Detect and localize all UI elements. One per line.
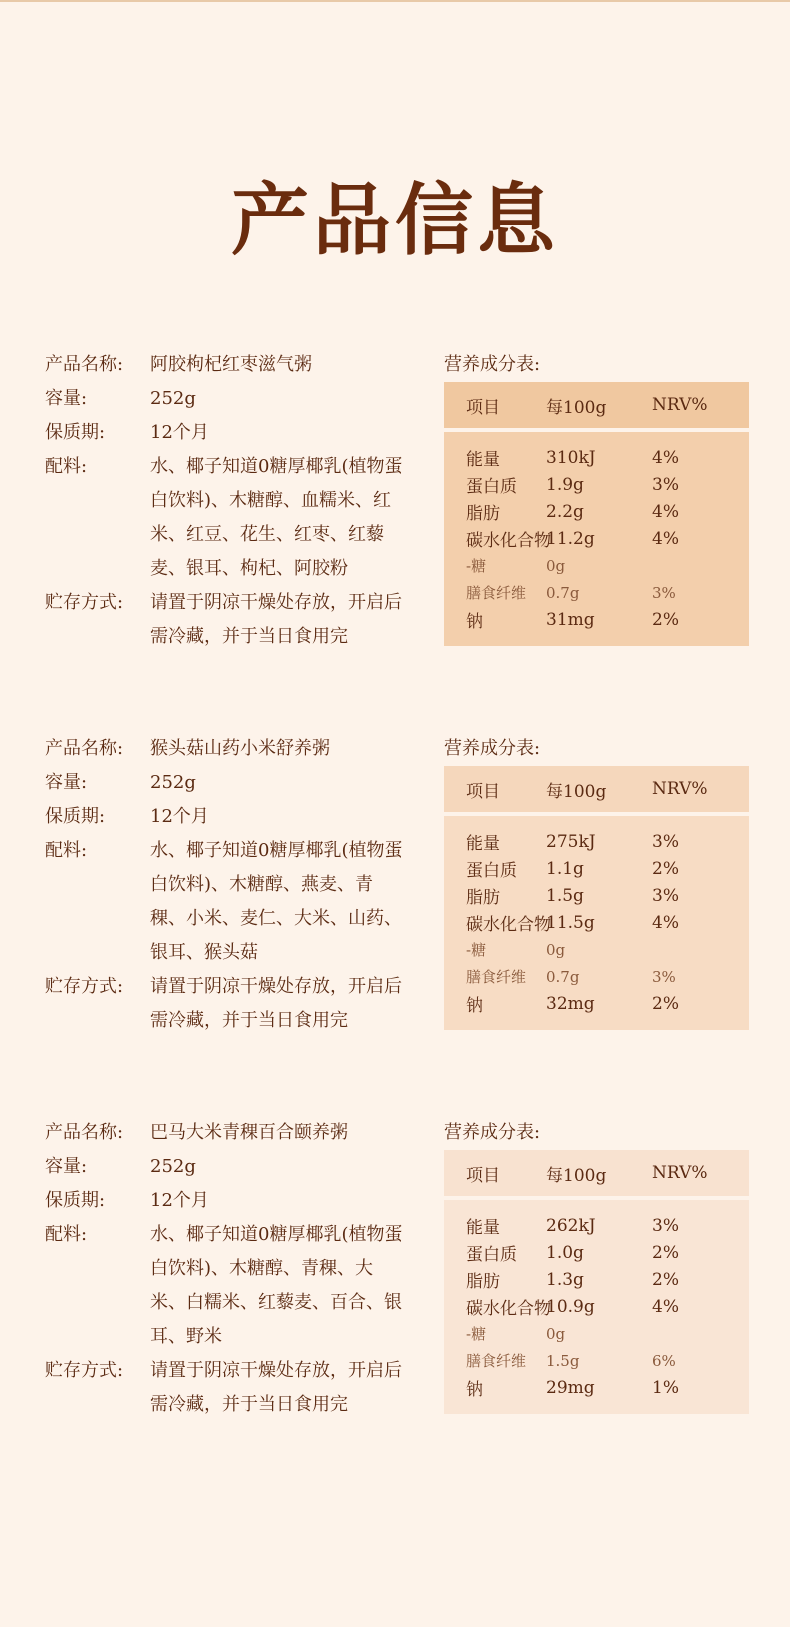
nutrient-name: 钠	[466, 612, 483, 632]
nutrient-name: 膳食纤维	[466, 584, 527, 602]
nutrient-nrv: 4%	[652, 912, 679, 933]
name-label: 产品名称:	[45, 1122, 124, 1143]
capacity-label: 容量:	[45, 772, 88, 793]
nutrition-table-body	[444, 432, 749, 646]
name-row	[45, 348, 415, 382]
ingredients-row	[45, 1218, 415, 1354]
nutrient-name: 脂肪	[466, 1272, 500, 1292]
ingredients-label: 配料:	[45, 456, 88, 477]
nutrient-amount: 275kJ	[546, 831, 596, 852]
page-title: 产品信息	[230, 176, 559, 266]
table-row	[444, 1212, 749, 1239]
nutrition-table-header	[444, 766, 749, 816]
shelf-life-label: 保质期:	[45, 422, 106, 443]
table-row	[444, 1293, 749, 1320]
table-row	[444, 1374, 749, 1401]
capacity-row	[45, 766, 415, 800]
product-card	[0, 732, 790, 1062]
product-name: 巴马大米青稞百合颐养粥	[150, 1122, 348, 1143]
capacity-value: 252g	[150, 772, 196, 793]
capacity-value: 252g	[150, 388, 196, 409]
nutrient-name: -糖	[466, 1325, 487, 1343]
storage-row	[45, 1354, 415, 1422]
shelf-life-row	[45, 1184, 415, 1218]
nutrient-name: -糖	[466, 941, 487, 959]
nutrient-nrv: 2%	[652, 1242, 679, 1263]
nutrient-amount: 11.5g	[546, 912, 595, 933]
capacity-value: 252g	[150, 1156, 196, 1177]
product-name: 猴头菇山药小米舒养粥	[150, 738, 330, 759]
nutrition-panel	[444, 732, 749, 1030]
nutrient-amount: 0g	[546, 556, 566, 575]
nutrient-name: 蛋白质	[466, 861, 517, 881]
col-item-header: 项目	[466, 1165, 500, 1186]
nutrient-nrv: 6%	[652, 1351, 676, 1370]
product-info	[45, 732, 415, 1038]
shelf-life-row	[45, 800, 415, 834]
nutrient-amount: 1.5g	[546, 1351, 580, 1370]
table-row	[444, 579, 749, 606]
col-nrv-header: NRV%	[652, 1163, 708, 1183]
table-row	[444, 1266, 749, 1293]
ingredients-label: 配料:	[45, 840, 88, 861]
nutrient-amount: 1.0g	[546, 1242, 584, 1263]
nutrient-amount: 31mg	[546, 609, 595, 630]
nutrient-amount: 1.3g	[546, 1269, 584, 1290]
nutrient-name: -糖	[466, 557, 487, 575]
nutrition-title: 营养成分表:	[444, 354, 541, 375]
col-item-header: 项目	[466, 781, 500, 802]
nutrient-amount: 1.1g	[546, 858, 584, 879]
nutrition-title: 营养成分表:	[444, 738, 541, 759]
name-label: 产品名称:	[45, 738, 124, 759]
nutrient-nrv: 3%	[652, 583, 676, 602]
storage-label: 贮存方式:	[45, 976, 124, 997]
shelf-life-label: 保质期:	[45, 1190, 106, 1211]
nutrient-nrv: 4%	[652, 1296, 679, 1317]
nutrient-amount: 1.5g	[546, 885, 584, 906]
capacity-row	[45, 382, 415, 416]
nutrient-amount: 11.2g	[546, 528, 595, 549]
nutrient-amount: 29mg	[546, 1377, 595, 1398]
nutrient-name: 碳水化合物	[466, 915, 551, 935]
nutrition-table-header	[444, 1150, 749, 1200]
nutrient-nrv: 3%	[652, 474, 679, 495]
nutrient-amount: 0.7g	[546, 583, 580, 602]
nutrient-amount: 0g	[546, 940, 566, 959]
table-row	[444, 606, 749, 633]
nutrient-amount: 32mg	[546, 993, 595, 1014]
col-per100g-header: 每100g	[546, 397, 607, 418]
nutrient-name: 能量	[466, 834, 500, 854]
shelf-life-value: 12个月	[150, 422, 209, 443]
nutrient-nrv: 4%	[652, 528, 679, 549]
name-label: 产品名称:	[45, 354, 124, 375]
nutrient-nrv: 4%	[652, 447, 679, 468]
nutrition-panel	[444, 348, 749, 646]
col-item-header: 项目	[466, 397, 500, 418]
product-name: 阿胶枸杞红枣滋气粥	[150, 354, 312, 375]
nutrient-name: 钠	[466, 996, 483, 1016]
product-card	[0, 348, 790, 678]
shelf-life-value: 12个月	[150, 1190, 209, 1211]
shelf-life-value: 12个月	[150, 806, 209, 827]
table-row	[444, 909, 749, 936]
nutrient-nrv: 3%	[652, 831, 679, 852]
col-nrv-header: NRV%	[652, 779, 708, 799]
col-per100g-header: 每100g	[546, 781, 607, 802]
nutrition-title: 营养成分表:	[444, 1122, 541, 1143]
table-row	[444, 882, 749, 909]
nutrition-panel	[444, 1116, 749, 1414]
nutrient-name: 蛋白质	[466, 1245, 517, 1265]
nutrient-nrv: 4%	[652, 501, 679, 522]
col-per100g-header: 每100g	[546, 1165, 607, 1186]
storage-label: 贮存方式:	[45, 592, 124, 613]
table-row	[444, 1320, 749, 1347]
col-nrv-header: NRV%	[652, 395, 708, 415]
top-divider	[0, 0, 790, 2]
table-row	[444, 1239, 749, 1266]
ingredients-row	[45, 834, 415, 970]
nutrition-table-body	[444, 1200, 749, 1414]
ingredients-row	[45, 450, 415, 586]
nutrient-name: 能量	[466, 450, 500, 470]
table-row	[444, 936, 749, 963]
table-row	[444, 963, 749, 990]
nutrient-nrv: 2%	[652, 858, 679, 879]
nutrient-nrv: 3%	[652, 967, 676, 986]
nutrient-amount: 10.9g	[546, 1296, 595, 1317]
nutrient-name: 脂肪	[466, 888, 500, 908]
storage-value: 请置于阴凉干燥处存放，开启后需冷藏，并于当日食用完	[150, 592, 402, 647]
name-row	[45, 732, 415, 766]
capacity-label: 容量:	[45, 1156, 88, 1177]
ingredients-value: 水、椰子知道0糖厚椰乳(植物蛋白饮料)、木糖醇、血糯米、红米、红豆、花生、红枣、红藜麦、银耳、枸杞、阿胶粉	[150, 456, 403, 579]
table-row	[444, 1347, 749, 1374]
nutrient-amount: 2.2g	[546, 501, 584, 522]
storage-row	[45, 970, 415, 1038]
table-row	[444, 552, 749, 579]
nutrient-name: 膳食纤维	[466, 1352, 527, 1370]
nutrient-amount: 0g	[546, 1324, 566, 1343]
nutrient-amount: 1.9g	[546, 474, 584, 495]
capacity-label: 容量:	[45, 388, 88, 409]
nutrition-table-header	[444, 382, 749, 432]
nutrient-nrv: 2%	[652, 1269, 679, 1290]
product-info	[45, 348, 415, 654]
storage-value: 请置于阴凉干燥处存放，开启后需冷藏，并于当日食用完	[150, 976, 402, 1031]
nutrient-nrv: 3%	[652, 1215, 679, 1236]
nutrient-amount: 310kJ	[546, 447, 596, 468]
table-row	[444, 444, 749, 471]
nutrient-name: 膳食纤维	[466, 968, 527, 986]
nutrient-amount: 0.7g	[546, 967, 580, 986]
table-row	[444, 471, 749, 498]
nutrient-name: 碳水化合物	[466, 531, 551, 551]
table-row	[444, 498, 749, 525]
nutrient-nrv: 2%	[652, 609, 679, 630]
nutrient-name: 碳水化合物	[466, 1299, 551, 1319]
nutrient-name: 脂肪	[466, 504, 500, 524]
table-row	[444, 525, 749, 552]
storage-row	[45, 586, 415, 654]
nutrient-name: 蛋白质	[466, 477, 517, 497]
nutrient-nrv: 1%	[652, 1377, 679, 1398]
product-info	[45, 1116, 415, 1422]
storage-label: 贮存方式:	[45, 1360, 124, 1381]
nutrient-name: 能量	[466, 1218, 500, 1238]
shelf-life-label: 保质期:	[45, 806, 106, 827]
shelf-life-row	[45, 416, 415, 450]
nutrient-nrv: 3%	[652, 885, 679, 906]
capacity-row	[45, 1150, 415, 1184]
table-row	[444, 828, 749, 855]
ingredients-label: 配料:	[45, 1224, 88, 1245]
ingredients-value: 水、椰子知道0糖厚椰乳(植物蛋白饮料)、木糖醇、青稞、大米、白糯米、红藜麦、百合、银耳、野米	[150, 1224, 403, 1347]
nutrient-amount: 262kJ	[546, 1215, 596, 1236]
storage-value: 请置于阴凉干燥处存放，开启后需冷藏，并于当日食用完	[150, 1360, 402, 1415]
nutrient-nrv: 2%	[652, 993, 679, 1014]
table-row	[444, 990, 749, 1017]
name-row	[45, 1116, 415, 1150]
ingredients-value: 水、椰子知道0糖厚椰乳(植物蛋白饮料)、木糖醇、燕麦、青稞、小米、麦仁、大米、山药、银耳、猴头菇	[150, 840, 403, 963]
table-row	[444, 855, 749, 882]
product-card	[0, 1116, 790, 1446]
nutrition-table-body	[444, 816, 749, 1030]
nutrient-name: 钠	[466, 1380, 483, 1400]
